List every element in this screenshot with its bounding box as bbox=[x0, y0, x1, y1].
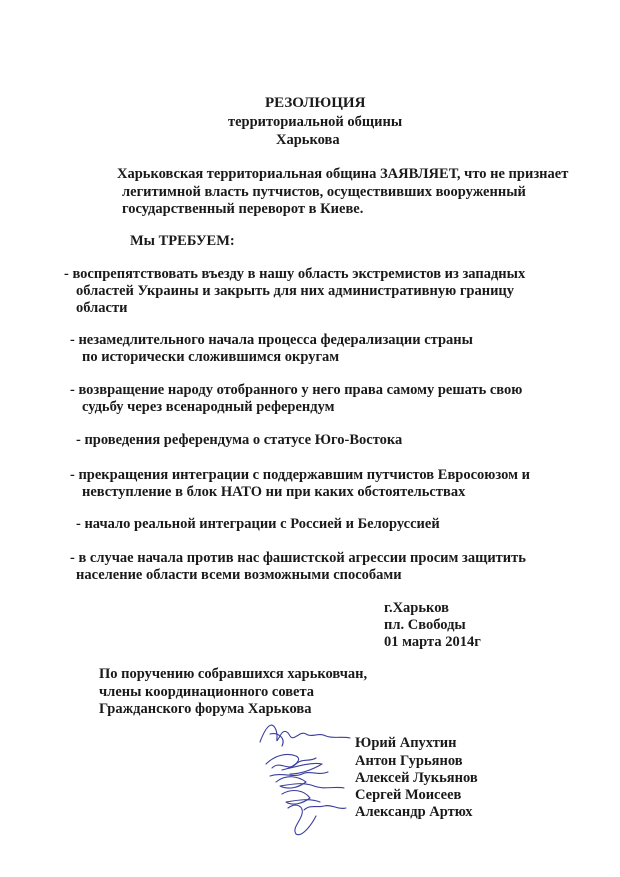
signatory-2: Антон Гурьянов bbox=[355, 753, 463, 769]
demand-4-line-1: - проведения референдума о статусе Юго-Востока bbox=[76, 432, 403, 448]
demand-3-line-1: - возвращение народу отобранного у него права самому решать свою bbox=[70, 382, 523, 398]
demand-7-line-1: - в случае начала против нас фашистской агрессии просим защитить bbox=[70, 550, 526, 566]
statement-line-2: легитимной власть путчистов, осуществивших вооруженный bbox=[122, 184, 526, 200]
signatory-1: Юрий Апухтин bbox=[355, 735, 457, 751]
document-title: РЕЗОЛЮЦИЯ bbox=[265, 95, 366, 111]
closing-line-1: По поручению собравшихся харьковчан, bbox=[99, 666, 368, 682]
demand-1-line-3: области bbox=[76, 300, 128, 316]
demand-3-line-2: судьбу через всенародный референдум bbox=[82, 399, 335, 415]
place-city: г.Харьков bbox=[384, 600, 449, 616]
closing-line-2: члены координационного совета bbox=[99, 684, 315, 700]
title-subline: территориальной общины bbox=[228, 114, 403, 130]
statement-line-1: Харьковская территориальная община ЗАЯВЛЯЕТ, что не признает bbox=[117, 166, 569, 182]
closing-line-3: Гражданского форума Харькова bbox=[99, 701, 312, 717]
signatory-3: Алексей Лукьянов bbox=[355, 770, 478, 786]
statement-line-3: государственный переворот в Киеве. bbox=[122, 201, 364, 217]
demand-heading: Мы ТРЕБУЕМ: bbox=[130, 233, 235, 249]
signatory-4: Сергей Моисеев bbox=[355, 787, 462, 803]
demand-5-line-2: невступление в блок НАТО ни при каких обстоятельствах bbox=[82, 484, 466, 500]
document-date: 01 марта 2014г bbox=[384, 634, 481, 650]
demand-2-line-1: - незамедлительного начала процесса федерализации страны bbox=[70, 332, 473, 348]
demand-5-line-1: - прекращения интеграции с поддержавшим путчистов Евросоюзом и bbox=[70, 467, 530, 483]
handwritten-signatures bbox=[252, 712, 362, 842]
demand-2-line-2: по исторически сложившимся округам bbox=[82, 349, 340, 365]
demand-1-line-1: - воспрепятствовать въезду в нашу область экстремистов из западных bbox=[64, 266, 526, 282]
title-city: Харькова bbox=[276, 132, 340, 148]
demand-6-line-1: - начало реальной интеграции с Россией и Белоруссией bbox=[76, 516, 440, 532]
signatory-5: Александр Артюх bbox=[355, 804, 473, 820]
place-square: пл. Свободы bbox=[384, 617, 466, 633]
demand-7-line-2: население области всеми возможными способами bbox=[76, 567, 402, 583]
demand-1-line-2: областей Украины и закрыть для них административную границу bbox=[76, 283, 515, 299]
